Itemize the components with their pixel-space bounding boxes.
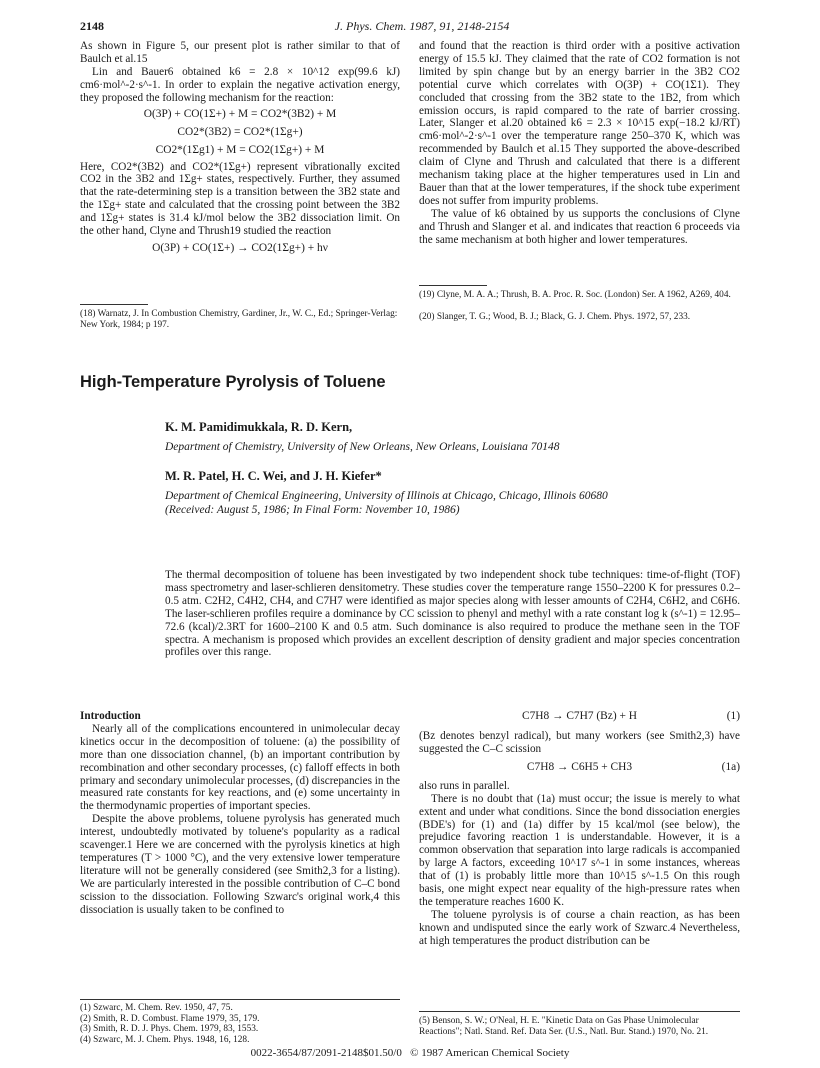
footnote-3: (3) Smith, R. D. J. Phys. Chem. 1979, 83, 1553. — [80, 1024, 259, 1035]
footnote-2: (2) Smith, R. D. Combust. Flame 1979, 35, 179. — [80, 1013, 260, 1024]
received-date: (Received: August 5, 1986; In Final Form: November 10, 1986) — [165, 504, 460, 516]
prev-equation-4: O(3P) + CO(1Σ+) → CO2(1Σg+) + hν — [152, 241, 328, 254]
body-right-paragraph-4: The toluene pyrolysis is of course a chain reaction, as has been known and undisputed since the early work of Szwarc.4 Nevertheless, at high temperatures the product distribution can be — [419, 908, 740, 947]
footnote-rule — [419, 285, 487, 286]
footnote-18: (18) Warnatz, J. In Combustion Chemistry, Gardiner, Jr., W. C., Ed.; Springer-Verlag: New York, 1984; p 197. — [80, 309, 398, 330]
prev-article-right-column — [419, 40, 740, 247]
intro-paragraph-2: Despite the above problems, toluene pyrolysis has generated much interest, undoubtedly motivated by toluene's popularity as a radical scavenger.1 Here we are concerned with the pyrolysis kinetics at high temperatures (T > 1000 °C), and the very extensive lower temperature literature will not be generally considered (see Smith2,3 for a listing). We are particularly interested in the possible contribution of C–C bond scission to the dissociation. Following Szwarc's original work,4 this dissociation is usually taken to be confined to — [80, 813, 400, 916]
prev-equation-1: O(3P) + CO(1Σ+) + M = CO2*(3B2) + M — [143, 107, 337, 120]
prev-left-paragraph-1: As shown in Figure 5, our present plot is rather similar to that of Baulch et al.15 — [80, 40, 400, 65]
equation-1a-number: (1a) — [721, 760, 740, 773]
author-group-1: K. M. Pamidimukkala, R. D. Kern, — [165, 420, 353, 434]
prev-equation-3: CO2*(1Σg1) + M = CO2(1Σg+) + M — [155, 143, 325, 156]
affiliation-2: Department of Chemical Engineering, University of Illinois at Chicago, Chicago, Illinois 60680 — [165, 490, 608, 502]
author-group-2: M. R. Patel, H. C. Wei, and J. H. Kiefer* — [165, 469, 382, 483]
intro-paragraph-1: Nearly all of the complications encountered in unimolecular decay kinetics occur in the decomposition of toluene: (a) the possibility of more than one dissociation channel, (b) an important contribution by recombination and other secondary processes, (c) falloff effects in both primary and secondary unimolecular processes, (d) discrepancies in the measured rate constants for key reactions, and (e) some uncertainty in the thermodynamic properties of important species. — [80, 722, 400, 813]
body-right-paragraph-2: also runs in parallel. — [419, 779, 510, 792]
prev-article-left-column — [80, 40, 400, 255]
equation-1a: C7H8 → C6H5 + CH3 — [526, 760, 633, 773]
running-head: J. Phys. Chem. 1987, 91, 2148-2154 — [334, 19, 510, 33]
body-right-column — [419, 710, 740, 948]
prev-left-paragraph-3: Here, CO2*(3B2) and CO2*(1Σg+) represent vibrationally excited CO2 in the 3B2 and 1Σg+ states, respectively. Further, they assumed that the rate-determining step is a transition between the 3B2 state and the 1Σg+ state and calculated that the crossing point between the 3B2 and 1Σg+ states is 31.4 kJ/mol below the 3B2 dissociation limit. On the other hand, Clyne and Thrush19 studied the reaction — [80, 160, 400, 238]
footnote-1: (1) Szwarc, M. Chem. Rev. 1950, 47, 75. — [80, 1003, 233, 1013]
footnote-rule — [80, 999, 400, 1000]
footnote-rule — [419, 1011, 740, 1012]
article-title: High-Temperature Pyrolysis of Toluene — [80, 373, 386, 391]
abstract: The thermal decomposition of toluene has been investigated by two independent shock tube techniques: time-of-flight (TOF) mass spectrometry and laser-schlieren densitometry. These studies cover the temperature range 1550–2200 K for pressures 0.2–0.5 atm. C2H2, C4H2, CH4, and C7H7 were identified as major species along with lesser amounts of C2H4, C6H2, and C6H6. The laser-schlieren profiles require a dominance by CC scission to phenyl and methyl with a rate constant log k (s^-1) = 12.95–72.6 (kcal)/2.3RT for 1600–2100 K and 0.5 atm. Such dominance is also required to produce the methane seen in the TOF spectra. A mechanism is proposed which provides an excellent description of density gradient and major species concentration profiles over this range. — [165, 569, 740, 659]
footnote-4: (4) Szwarc, M. J. Chem. Phys. 1948, 16, 128. — [80, 1034, 250, 1045]
body-left-column — [80, 710, 400, 917]
footnote-19: (19) Clyne, M. A. A.; Thrush, B. A. Proc. R. Soc. (London) Ser. A 1962, A269, 404. — [419, 290, 731, 300]
equation-1a-row — [419, 761, 740, 775]
prev-equation-2: CO2*(3B2) = CO2*(1Σg+) — [177, 125, 303, 138]
equation-1: C7H8 → C7H7 (Bz) + H — [522, 710, 637, 722]
equation-1-row — [419, 710, 740, 724]
equation-1-number: (1) — [726, 710, 740, 722]
prev-left-paragraph-2: Lin and Bauer6 obtained k6 = 2.8 × 10^12 exp(99.6 kJ) cm6·mol^-2·s^-1. In order to explain the negative activation energy, they proposed the following mechanism for the reaction: — [80, 65, 400, 104]
affiliation-1: Department of Chemistry, University of New Orleans, New Orleans, Louisiana 70148 — [165, 441, 560, 453]
page-number: 2148 — [80, 19, 104, 33]
footnote-20: (20) Slanger, T. G.; Wood, B. J.; Black, G. J. Chem. Phys. 1972, 57, 233. — [419, 312, 691, 322]
copyright-footer: 0022-3654/87/2091-2148$01.50/0 © 1987 American Chemical Society — [250, 1047, 570, 1059]
section-heading-introduction: Introduction — [80, 710, 141, 722]
prev-right-paragraph-2: The value of k6 obtained by us supports the conclusions of Clyne and Thrush and Slanger et al. and indicates that reaction 6 proceeds via the same mechanism at both higher and lower temperatures. — [419, 207, 740, 246]
body-left-footnotes — [80, 1003, 400, 1045]
footnote-rule — [80, 304, 148, 305]
footnote-5: (5) Benson, S. W.; O'Neal, H. E. "Kinetic Data on Gas Phase Unimolecular Reactions"; Natl. Stand. Ref. Data Ser. (U.S., Natl. Bur. Stand.) 1970, No. 21. — [419, 1016, 709, 1037]
body-right-paragraph-1: (Bz denotes benzyl radical), but many workers (see Smith2,3) have suggested the C–C scission — [419, 730, 740, 755]
body-right-paragraph-3: There is no doubt that (1a) must occur; the issue is merely to what extent and under what conditions. Since the bond dissociation energies (BDE's) for (1) and (1a) differ by 15 kcal/mol (see below), the prejudice favoring reaction 1 is understandable. However, it is a common observation that separation into large radicals is accompanied by large A factors, exceeding 10^17 s^-1 in some instances, whereas that of (1) is probably little more than 10^15 s^-1.5 On this rough basis, one might expect near equality of the high-pressure rates when the temperature reaches 1600 K. — [419, 792, 740, 908]
prev-right-paragraph-1: and found that the reaction is third order with a positive activation energy of 15.5 kJ. They claimed that the rate of CO2 formation is not limited by spin change but by an energy barrier in the 3B2 CO2 potential curve which correlates with O(3P) + CO(1Σ1). They concluded that crossing from the 3B2 state to the 1B2, from which emission occurs, is rapid compared to the rate of barrier crossing. Later, Slanger et al.20 obtained k6 = 2.3 × 10^15 exp(−18.2 kJ/RT) cm6·mol^-2·s^-1 over the temperature range 250–370 K, which was recommended by Baulch et al.15 They supported the above-described claim of Clyne and Thrush and calculated that there is a different mechanism taking place at the higher temperatures used in Lin and Bauer than that at the lower temperatures, if the shock tube experiment does not suffer from impurity problems. — [419, 40, 740, 207]
